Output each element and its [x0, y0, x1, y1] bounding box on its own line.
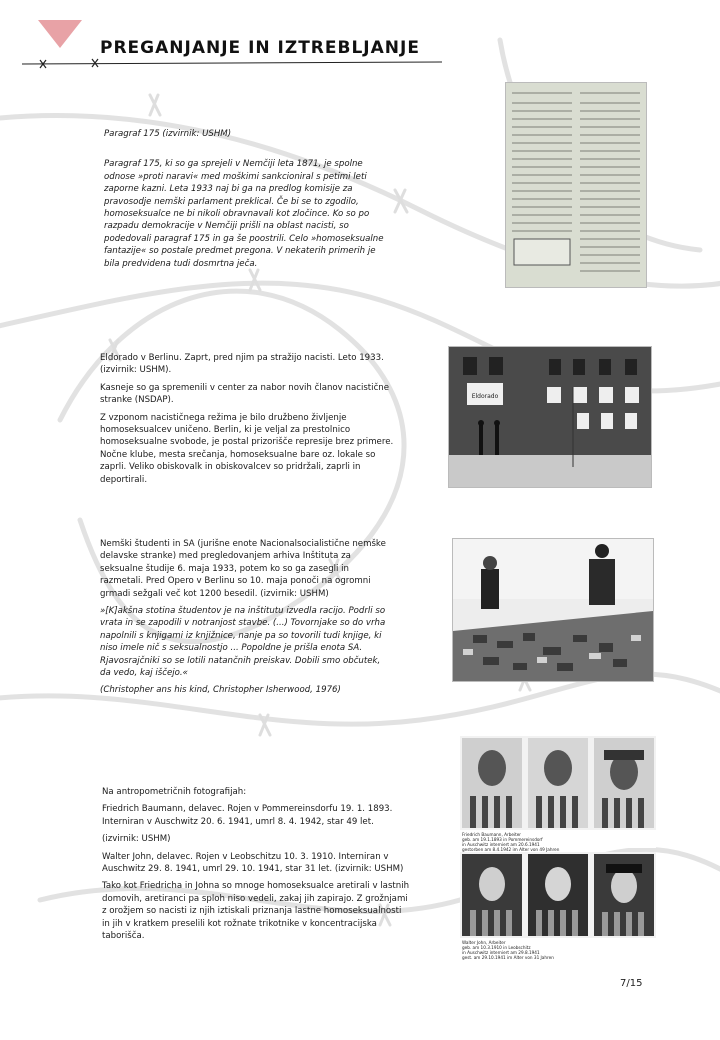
eldorado-description: Z vzponom nacističnega režima je bilo družbeno življenje homoseksualcev uničeno. Berlin, ki je veljal za prestolnico homoseksualne svobode, je postal prizorišče represije brez primere. Nočne klube, mesta srečanja, homoseksualne bare oz. lokale so zaprli. Veliko obiskovalk in obiskovalcev so pridržali, zaprli in deportirali. — [100, 412, 394, 485]
eldorado-sign-text: Eldorado — [471, 393, 499, 400]
section-eldorado — [100, 352, 400, 491]
page-title: PREGANJANJE IN IZTREBLJANJE — [100, 38, 420, 58]
page-number: 7/15 — [620, 978, 643, 989]
section-institute-raid — [100, 538, 392, 702]
photo-institute-archive — [452, 538, 654, 682]
pink-triangle-icon — [38, 20, 82, 50]
baumann-photo-label: Friedrich Baumann, Arbeiter geb. am 19.1.1893 in Pommereinsdorf in Auschwitz interniert am 20.6.1941 gestorben am 8.4.1942 im Alter von 49 Jahren — [462, 832, 560, 852]
body-paragraph-175: Paragraf 175, ki so ga sprejeli v Nemčiji leta 1871, je spolne odnose »proti naravi« med moškimi sankcioniral s petimi leti zaporne kazni. Leta 1933 naj bi ga na predlog komisije za pravosodje nemški parlament preklical. Če bi se to zgodilo, homoseksualce ne bi nikoli obravnavali kot zločince. Ko so po razpadu demokracije v Nemčiji prišli na oblast nacisti, so podedovali paragraf 175 in ga še poostrili. Celo »homoseksualne fantazije« so postale predmet pregona. V nekaterih primerih je bila predvidena tudi dosmrtna ječa. — [104, 159, 384, 269]
photo-eldorado-berlin — [448, 346, 652, 488]
john-caption: Walter John, delavec. Rojen v Leobschitzu 10. 3. 1910. Interniran v Auschwitz 29. 8. 1941, umrl 29. 10. 1941, star 31 let. (izvirnik: USHM) — [102, 851, 404, 875]
section-paragraph-175 — [104, 128, 390, 275]
anthropometric-intro: Na antropometričnih fotografijah: — [102, 787, 247, 797]
eldorado-later-use: Kasneje so ga spremenili v center za nabor novih članov nacistične stranke (NSDAP). — [100, 382, 390, 406]
section-anthropometric-photos — [102, 786, 410, 947]
photo-walter-john — [460, 852, 656, 964]
eldorado-caption: Eldorado v Berlinu. Zaprt, pred njim pa stražijo nacisti. Leto 1933. (izvirnik: USHM). — [100, 353, 384, 376]
quote-source: (Christopher ans his kind, Christopher Isherwood, 1976) — [100, 685, 341, 696]
photo-friedrich-baumann — [460, 736, 656, 852]
caption-paragraph-175: Paragraf 175 (izvirnik: USHM) — [104, 129, 232, 139]
arrests-description: Tako kot Friedricha in Johna so mnoge homoseksualce aretirali v lastnih domovih, aretiranci pa sploh niso vedeli, zakaj jih zapirajo. Z grožnjami z orožjem so nacisti iz njih iztiskali priznanja lastne homoseksualnosti in jih v kratkem preselili kot rožnate trikotnike v koncentracijska taborišča. — [102, 881, 410, 942]
photo-paragraph-175-document — [505, 82, 647, 288]
baumann-source: (izvirnik: USHM) — [102, 834, 171, 845]
baumann-caption: Friedrich Baumann, delavec. Rojen v Pommereinsdorfu 19. 1. 1893. Interniran v Auschwitz 20. 6. 1941, umrl 8. 4. 1942, star 49 let. — [102, 804, 393, 827]
institute-caption: Nemški študenti in SA (jurišne enote Nacionalsocialistične nemške delavske stranke) med pregledovanjem arhiva Inštituta za seksualne študije 6. maja 1933, potem ko so ga zasegli in razmetali. Pred Opero v Berlinu so 10. maja ponoči na ogromni grmadi sežgali več kot 1200 besedil. (izvirnik: USHM) — [100, 539, 386, 599]
john-photo-label: Walter John, Arbeiter geb. am 10.3.1910 in Leobschitz in Auschwitz interniert am 29.8.1941 gest. am 29.10.1941 im Alter von 31 Jahren — [462, 940, 554, 960]
isherwood-quote: »[K]akšna stotina študentov je na inštitutu izvedla racijo. Podrli so vrata in se zapodili v notranjost stavbe. (...) Tovornjake so do vrha napolnili s knjigami iz knjižnice, nanje pa so tovorili tudi knjige, ki niso imele nič s seksualnostjo ... Popoldne je prišla enota SA. Rjavosrajčniki so se lotili natančnih preiskav. Dobili smo občutek, da vedo, kaj iščejo.« — [100, 606, 386, 679]
